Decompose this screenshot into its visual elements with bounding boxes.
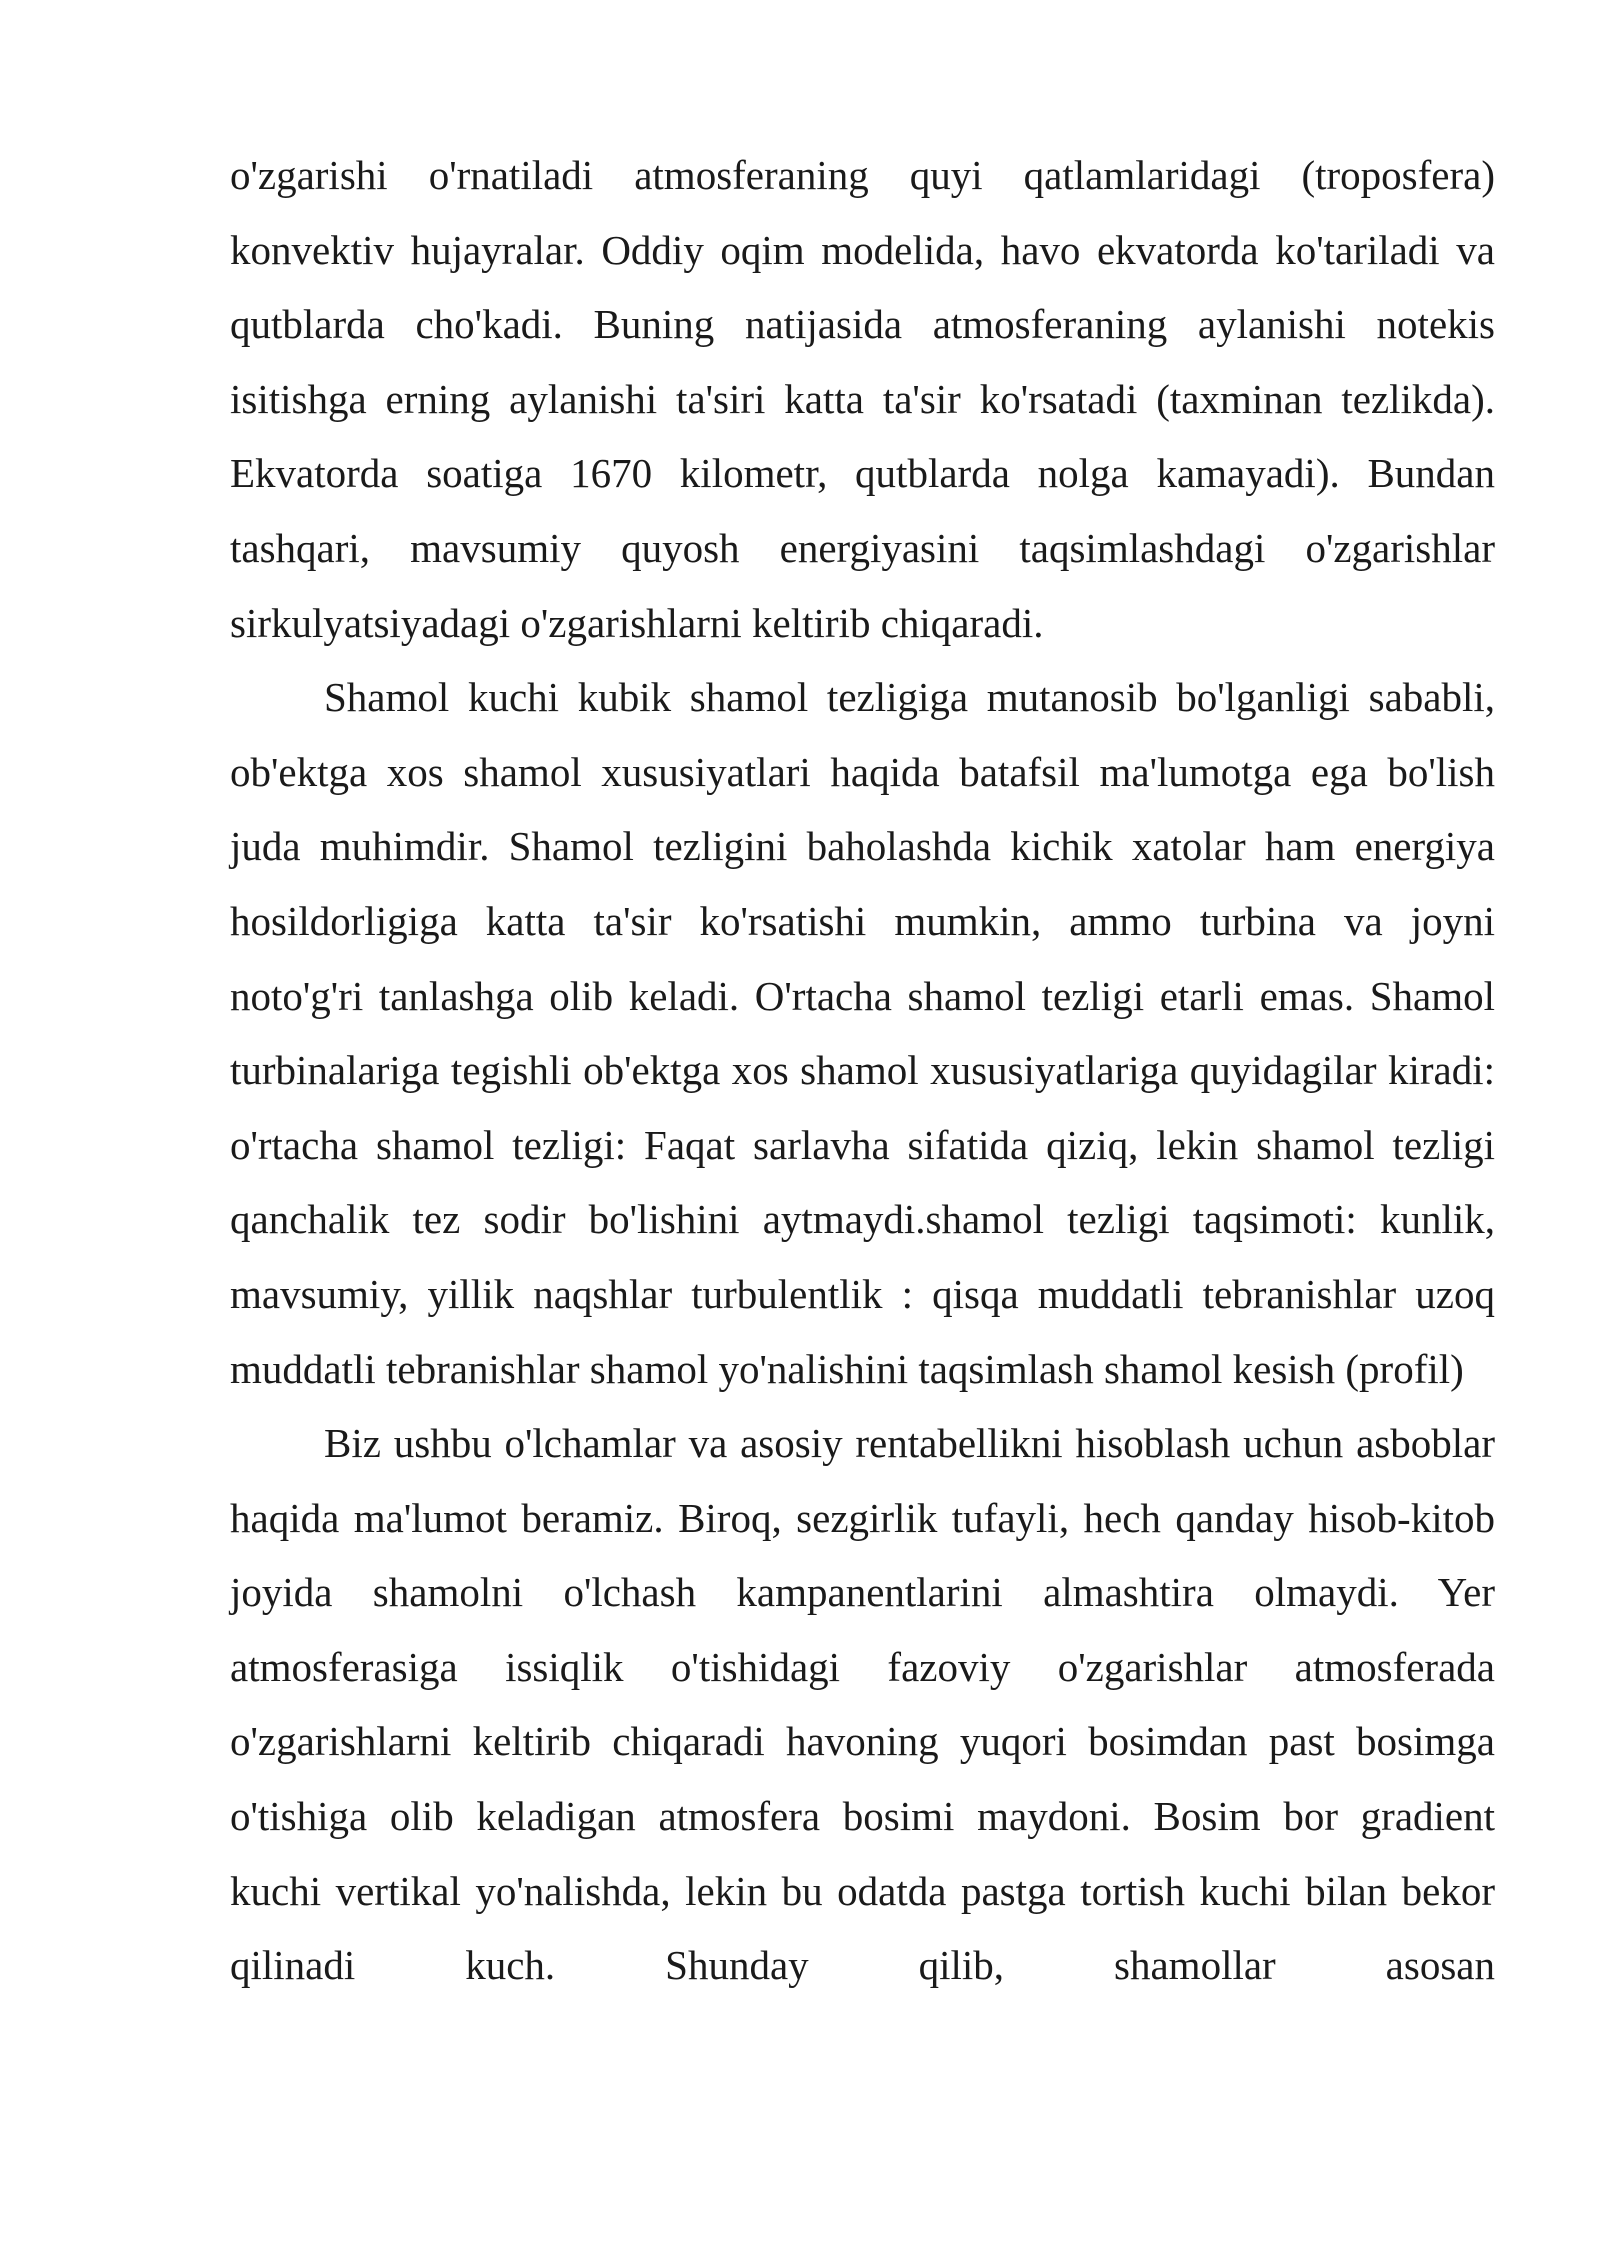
paragraph-3: Biz ushbu o'lchamlar va asosiy rentabellikni hisoblash uchun asboblar haqida ma'lumot beramiz. Biroq, sezgirlik tufayli, hech qanday hisob-kitob joyida shamolni o'lchash kampanentlarini almashtira olmaydi. Yer atmosferasiga issiqlik o'tishidagi fazoviy o'zgarishlar atmosferada o'zgarishlarni keltirib chiqaradi havoning yuqori bosimdan past bosimga o'tishiga olib keladigan atmosfera bosimi maydoni. Bosim bor gradient kuchi vertikal yo'nalishda, lekin bu odatda pastga tortish kuchi bilan bekor qilinadi kuch. Shunday qilib, shamollar asosan — [230, 1420, 1495, 1989]
document-body — [230, 138, 1495, 2003]
paragraph-2: Shamol kuchi kubik shamol tezligiga mutanosib bo'lganligi sababli, ob'ektga xos shamol xususiyatlari haqida batafsil ma'lumotga ega bo'lish juda muhimdir. Shamol tezligini baholashda kichik xatolar ham energiya hosildorligiga katta ta'sir ko'rsatishi mumkin, ammo turbina va joyni noto'g'ri tanlashga olib keladi. O'rtacha shamol tezligi etarli emas. Shamol turbinalariga tegishli ob'ektga xos shamol xususiyatlariga quyidagilar kiradi: o'rtacha shamol tezligi: Faqat sarlavha sifatida qiziq, lekin shamol tezligi qanchalik tez sodir bo'lishini aytmaydi.shamol tezligi taqsimoti: kunlik, mavsumiy, yillik naqshlar turbulentlik : qisqa muddatli tebranishlar uzoq muddatli tebranishlar shamol yo'nalishini taqsimlash shamol kesish (profil) — [230, 674, 1495, 1392]
paragraph-1: o'zgarishi o'rnatiladi atmosferaning quyi qatlamlaridagi (troposfera) konvektiv hujayralar. Oddiy oqim modelida, havo ekvatorda ko'tariladi va qutblarda cho'kadi. Buning natijasida atmosferaning aylanishi notekis isitishga erning aylanishi ta'siri katta ta'sir ko'rsatadi (taxminan tezlikda). Ekvatorda soatiga 1670 kilometr, qutblarda nolga kamayadi). Bundan tashqari, mavsumiy quyosh energiyasini taqsimlashdagi o'zgarishlar sirkulyatsiyadagi o'zgarishlarni keltirib chiqaradi. — [230, 152, 1495, 646]
